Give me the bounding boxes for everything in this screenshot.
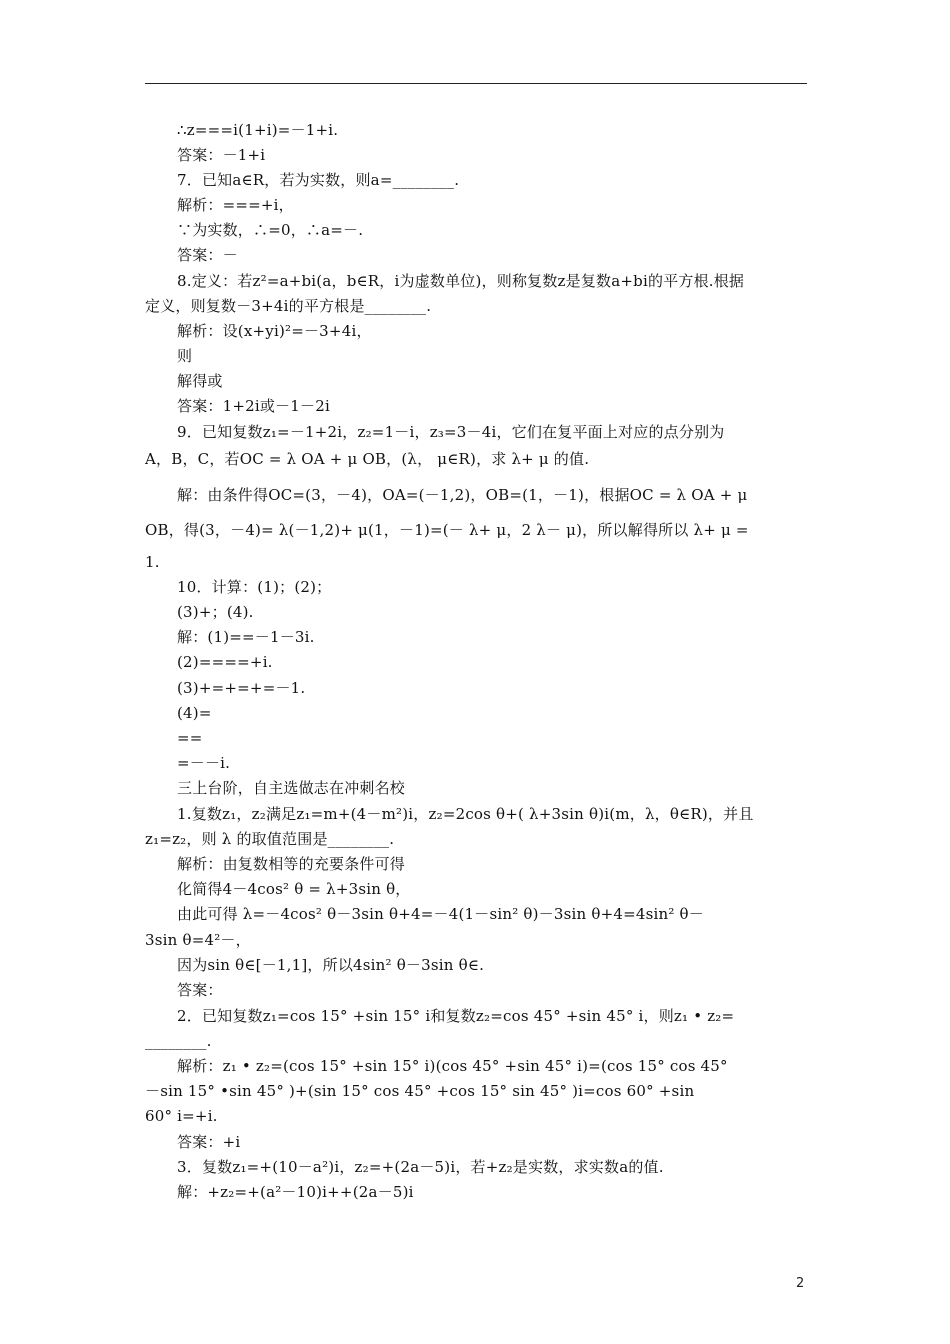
text-line: 8.定义：若z²=a+bi(a，b∈R，i为虚数单位)，则称复数z是复数a+bi的平方根.根据 [177,272,745,290]
text-line: 7．已知a∈R，若为实数，则a=________. [177,171,460,189]
text-line: (3)+；(4). [177,603,254,621]
text-line: 解析：===+i， [177,196,294,214]
text-line: 3sin θ=4²－， [145,931,251,949]
text-line: z₁=z₂，则 λ 的取值范围是________. [145,830,395,848]
text-line: 解：由条件得OC=(3，－4)，OA=(－1,2)，OB=(1，－1)，根据OC = λ OA + μ [177,486,748,504]
text-line: ∵为实数，∴=0，∴a=－. [177,221,364,239]
text-line: ∴z===i(1+i)=－1+i. [177,121,339,139]
text-line: 解：(1)==－1－3i. [177,628,315,646]
text-line: 三上台阶，自主选做志在冲刺名校 [177,779,406,797]
text-line: 1. [145,553,160,571]
text-line: 答案：1+2i或－1－2i [177,397,330,415]
text-line: 答案：+i [177,1133,241,1151]
text-line: 9．已知复数z₁=－1+2i，z₂=1－i，z₃=3－4i，它们在复平面上对应的点分别为 [177,423,725,441]
text-line: 因为sin θ∈[－1,1]，所以4sin² θ－3sin θ∈. [177,956,485,974]
text-line: A，B，C，若OC = λ OA + μ OB，(λ， μ∈R)，求 λ+ μ 的值. [145,450,590,468]
page-number: 2 [796,1276,805,1291]
text-line: 解析：由复数相等的充要条件可得 [177,855,406,873]
text-line: ________. [145,1032,212,1050]
text-line: (3)+=+=+=－1. [177,679,306,697]
text-line: 3．复数z₁=+(10－a²)i，z₂=+(2a－5)i，若+z₂是实数，求实数a的值. [177,1158,664,1176]
text-line: －sin 15° •sin 45° )+(sin 15° cos 45° +cos 15° sin 45° )i=cos 60° +sin [145,1082,695,1100]
text-line: 答案：－1+i [177,146,266,164]
text-line: 60° i=+i. [145,1107,218,1125]
text-line: 答案：－ [177,246,238,264]
text-line: 10．计算：(1)；(2)； [177,578,332,596]
text-line: 解得或 [177,372,223,390]
text-line: 由此可得 λ=－4cos² θ－3sin θ+4=－4(1－sin² θ)－3sin θ+4=4sin² θ－ [177,905,704,923]
text-line: 解：+z₂=+(a²－10)i++(2a－5)i [177,1183,414,1201]
text-line: 化简得4－4cos² θ = λ+3sin θ， [177,880,411,898]
text-line: 2．已知复数z₁=cos 15° +sin 15° i和复数z₂=cos 45° +sin 45° i，则z₁ • z₂= [177,1007,735,1025]
text-line: =－－i. [177,754,231,772]
text-line: 解析：z₁ • z₂=(cos 15° +sin 15° i)(cos 45° +sin 45° i)=(cos 15° cos 45° [177,1057,728,1075]
text-line: 1.复数z₁，z₂满足z₁=m+(4－m²)i，z₂=2cos θ+( λ+3sin θ)i(m，λ，θ∈R)，并且 [177,805,754,823]
text-line: 定义，则复数－3+4i的平方根是________. [145,297,432,315]
text-line: (2)====+i. [177,653,273,671]
text-line: (4)= [177,704,212,722]
text-line: OB，得(3，－4)= λ(－1,2)+ μ(1，－1)=(－ λ+ μ，2 λ－ μ)，所以解得所以 λ+ μ = [145,521,749,539]
text-line: 答案： [177,981,223,999]
header-rule [145,83,807,84]
text-line: == [177,729,203,747]
text-line: 解析：设(x+yi)²=－3+4i， [177,322,372,340]
text-line: 则 [177,347,193,365]
